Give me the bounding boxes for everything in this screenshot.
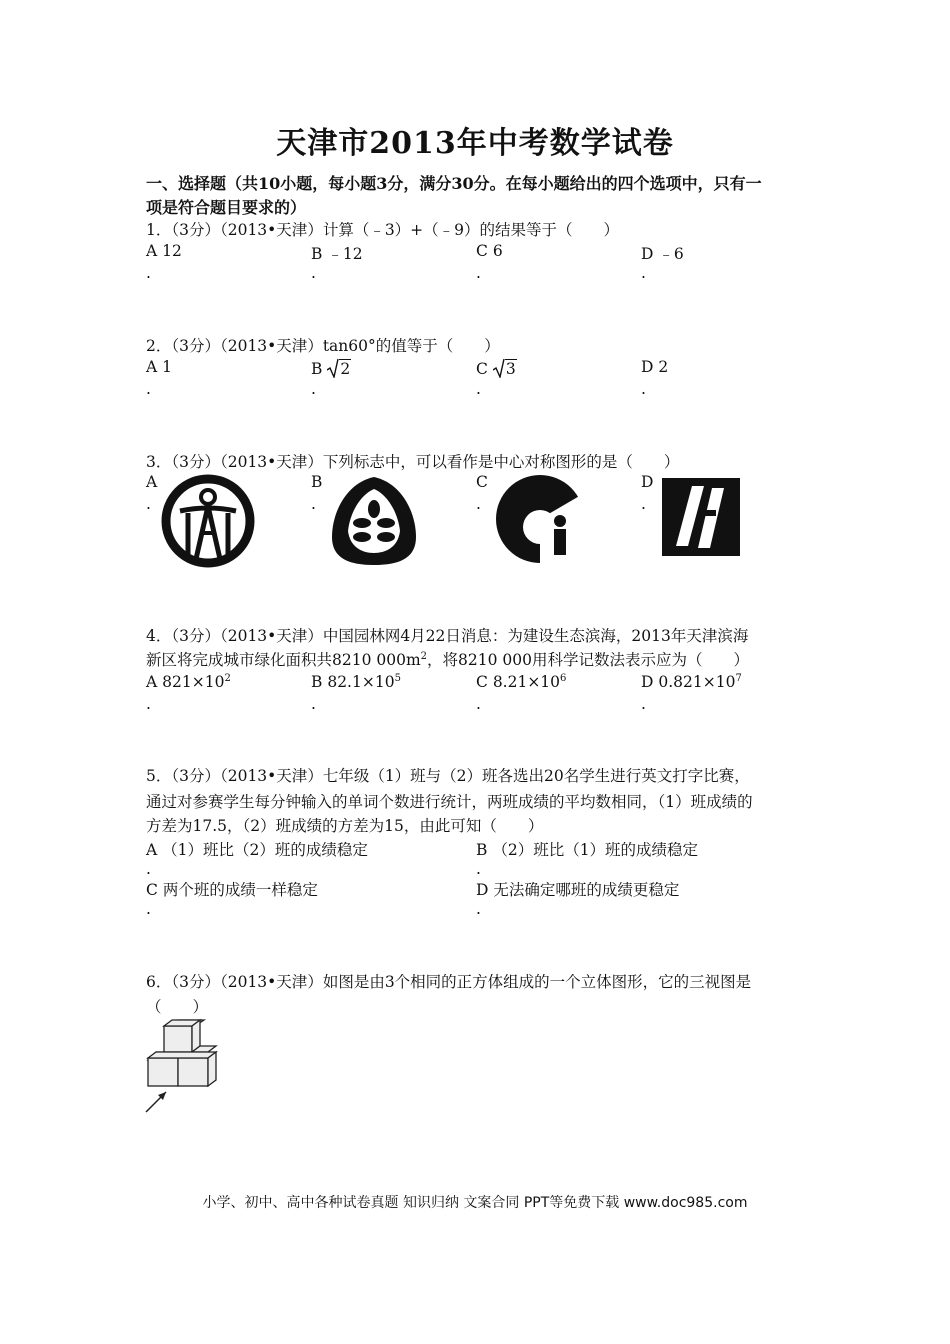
option-dot: . (146, 264, 151, 282)
option-dot: . (641, 380, 646, 398)
question-stem: 1．（3分）（2013•天津）计算（﹣3）+（﹣9）的结果等于（ ） (146, 221, 620, 239)
option-letter: B (311, 360, 323, 378)
question-stem-line2: 通过对参赛学生每分钟输入的单词个数进行统计，两班成绩的平均数相同，（1）班成绩的 (146, 793, 753, 811)
question-stem-line2: （ ） (146, 998, 209, 1016)
option-dot: . (146, 860, 151, 878)
question-stem: 4．（3分）（2013•天津）中国园林网4月22日消息：为建设生态滨海，2013年天津滨海 (146, 627, 749, 645)
option-letter: D (641, 245, 654, 263)
option-a[interactable] (146, 673, 231, 691)
option-text: 82.1×10 (327, 673, 395, 691)
option-text: ﹣6 (658, 245, 684, 263)
option-dot: . (476, 860, 481, 878)
option-text: （2）班比（1）班的成绩稳定 (492, 841, 699, 859)
option-b[interactable] (476, 838, 698, 860)
option-b[interactable]: B (311, 473, 323, 491)
option-text: 8.21×10 (492, 673, 561, 691)
option-a[interactable] (146, 838, 368, 860)
option-dot: . (641, 495, 646, 513)
option-d[interactable] (641, 358, 668, 376)
question-stem-line2 (146, 648, 749, 670)
sqrt-icon (493, 358, 505, 378)
option-text: 0.821×10 (658, 673, 736, 691)
logo-d-square-split-icon[interactable] (658, 474, 744, 560)
option-text: 3 (505, 360, 516, 378)
option-letter: B (311, 245, 323, 263)
question-stem: 5．（3分）（2013•天津）七年级（1）班与（2）班各选出20名学生进行英文打字比赛， (146, 767, 750, 785)
option-letter: C (476, 360, 488, 378)
option-b[interactable] (311, 358, 351, 378)
option-dot: . (146, 900, 151, 918)
option-letter: C (146, 881, 158, 899)
logo-a-person-circle-icon[interactable] (160, 473, 256, 569)
option-letter: A (146, 358, 158, 376)
option-c[interactable] (476, 242, 503, 260)
option-text: 6 (492, 242, 503, 260)
option-dot: . (311, 495, 316, 513)
option-letter: C (476, 673, 488, 691)
option-text: 821×10 (162, 673, 225, 691)
option-d[interactable] (641, 242, 684, 264)
option-text: ﹣12 (327, 245, 363, 263)
option-letter: D (641, 358, 654, 376)
option-text: 两个班的成绩一样稳定 (162, 881, 318, 899)
option-text: 2 (658, 358, 669, 376)
option-text: 12 (162, 242, 182, 260)
option-letter: A (146, 673, 158, 691)
question-stem-line3: 方差为17.5，（2）班成绩的方差为15，由此可知（ ） (146, 817, 544, 835)
option-b[interactable] (311, 673, 401, 691)
option-d[interactable]: D (641, 473, 654, 491)
option-d[interactable] (641, 673, 742, 691)
option-dot: . (476, 264, 481, 282)
option-dot: . (311, 695, 316, 713)
option-d[interactable] (476, 878, 679, 900)
section-heading-line2: 项是符合题目要求的） (146, 198, 307, 217)
stem-text: 新区将完成城市绿化面积共8210 000m (146, 651, 421, 669)
option-letter: C (476, 242, 488, 260)
option-c[interactable] (476, 358, 517, 378)
option-text: 2 (340, 360, 351, 378)
option-b[interactable] (311, 242, 363, 264)
stem-superscript: 2 (420, 650, 428, 662)
stem-text: ，将8210 000用科学记数法表示应为（ ） (427, 651, 750, 669)
option-c[interactable] (146, 878, 318, 900)
option-dot: . (311, 380, 316, 398)
option-text: （1）班比（2）班的成绩稳定 (162, 841, 368, 859)
option-dot: . (476, 495, 481, 513)
option-dot: . (146, 695, 151, 713)
page-footer: 小学、初中、高中各种试卷真题 知识归纳 文案合同 PPT等免费下载 www.doc985.com (202, 1195, 748, 1211)
question-stem: 3．（3分）（2013•天津）下列标志中，可以看作是中心对称图形的是（ ） (146, 453, 680, 471)
option-exponent: 7 (735, 672, 742, 684)
option-c[interactable]: C (476, 473, 488, 491)
option-letter: B (311, 673, 323, 691)
logo-c-letter-g-icon[interactable] (492, 471, 588, 567)
option-a[interactable] (146, 242, 182, 260)
option-text: 无法确定哪班的成绩更稳定 (493, 881, 680, 899)
option-letter: A (146, 841, 158, 859)
option-letter: D (641, 673, 654, 691)
option-dot: . (476, 900, 481, 918)
logo-b-leaves-triangle-icon[interactable] (326, 473, 422, 569)
option-a[interactable]: A (146, 473, 158, 491)
question-stem: 2．（3分）（2013•天津）tan60°的值等于（ ） (146, 337, 500, 355)
option-dot: . (146, 495, 151, 513)
option-letter: D (476, 881, 489, 899)
option-c[interactable] (476, 673, 566, 691)
option-dot: . (641, 695, 646, 713)
option-text: 1 (162, 358, 173, 376)
option-dot: . (311, 264, 316, 282)
cube-stack-figure (142, 1018, 222, 1116)
option-a[interactable] (146, 358, 172, 376)
option-dot: . (146, 380, 151, 398)
option-dot: . (476, 695, 481, 713)
sqrt-icon (327, 358, 339, 378)
page-title: 天津市2013年中考数学试卷 (276, 126, 674, 161)
section-heading-line1: 一、选择题（共10小题，每小题3分，满分30分。在每小题给出的四个选项中，只有一 (146, 174, 762, 193)
option-letter: B (476, 841, 488, 859)
option-dot: . (641, 264, 646, 282)
question-stem: 6．（3分）（2013•天津）如图是由3个相同的正方体组成的一个立体图形，它的三视图是 (146, 973, 752, 991)
option-exponent: 2 (224, 672, 231, 684)
option-letter: A (146, 242, 158, 260)
option-dot: . (476, 380, 481, 398)
option-exponent: 5 (394, 672, 401, 684)
option-exponent: 6 (560, 672, 567, 684)
